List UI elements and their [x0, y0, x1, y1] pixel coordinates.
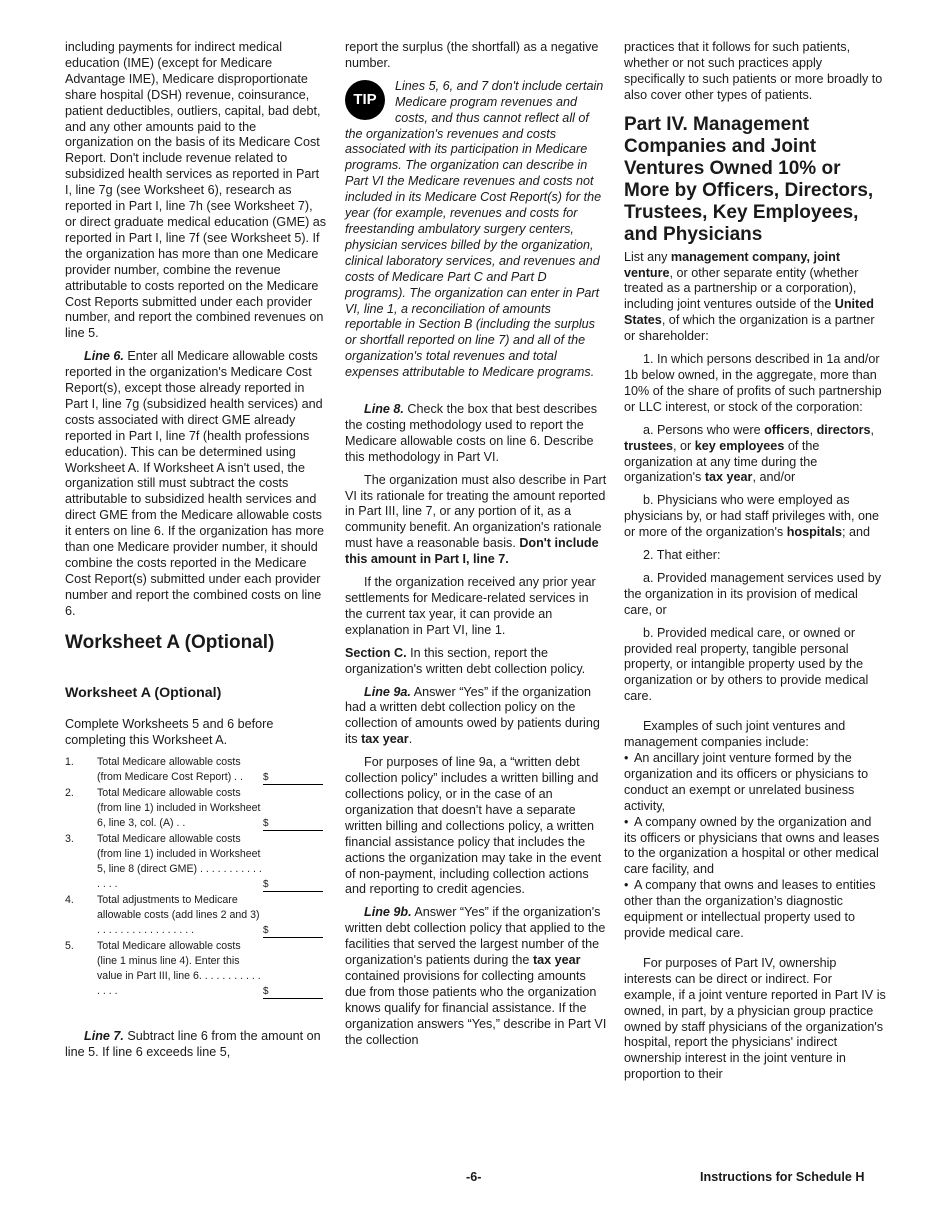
bullet-icon: • — [624, 814, 629, 829]
ownership-paragraph: For purposes of Part IV, ownership interests can be direct or indirect. For example, if a joint venture reported in Part IV is owned, in part, by a physician group practice owned by staff physicians of the organization's hospital, report the physicians' indirect ownership interest in the joint venture in proportion to their — [624, 955, 886, 1082]
worksheet-row — [65, 939, 327, 999]
ws-row-text: Total adjustments to Medicare allowable costs (add lines 2 and 3) . . . . . . . . . . . . . . . . . — [97, 894, 260, 937]
column-2 — [345, 40, 607, 1055]
worksheet-intro: Complete Worksheets 5 and 6 before completing this Worksheet A. — [65, 716, 274, 747]
purposes-paragraph: For purposes of line 9a, a “written debt collection policy” includes a written billing and collections policy, or in the case of an organization that doesn't have a separate written billing and collections policy, a written financial assistance policy that includes the actions the organization may take in the event of non-payment, including collection actions and reporting to credit agencies. — [345, 755, 602, 897]
column-3 — [624, 40, 886, 1090]
ws-row-num: 4. — [65, 894, 74, 907]
item-2a: a. Provided management services used by the organization in its provision of medical care, or — [624, 570, 882, 617]
worksheet-a-heading: Worksheet A (Optional) — [65, 631, 275, 653]
ws-row-num: 1. — [65, 756, 74, 769]
ws-row-text: Total Medicare allowable costs (from Medicare Cost Report) . . — [97, 756, 243, 784]
worksheet-row — [65, 832, 327, 892]
line6-paragraph — [65, 349, 327, 619]
line7-label: Line 7. — [84, 1029, 124, 1044]
list-item-text: A company owned by the organization and its officers or physicians that owns and leases to the organization a hospital or other medical care facility, and — [624, 814, 880, 877]
section-c-paragraph — [345, 646, 607, 678]
worksheet-a-table — [65, 755, 327, 999]
tip-icon: TIP — [345, 80, 385, 120]
line8-paragraph — [345, 402, 607, 466]
examples-intro: Examples of such joint ventures and management companies include: — [624, 719, 846, 750]
list-item — [624, 815, 886, 879]
ws-amount-field[interactable]: $ — [263, 817, 323, 831]
line6-label: Line 6. — [84, 349, 124, 364]
bold-term: United States — [624, 297, 874, 328]
part-iv-heading: Part IV. Management Companies and Joint Ventures Owned 10% or More by Officers, Directors, Trustees, Key Employees, and Physicians — [624, 113, 874, 245]
line7-paragraph — [65, 1029, 327, 1061]
rationale-paragraph — [345, 473, 607, 568]
ws-amount-field[interactable]: $ — [263, 771, 323, 785]
list-item-text: An ancillary joint venture formed by the organization and its officers or physicians to conduct an exempt or unrelated business activity, — [624, 751, 869, 813]
bold-term: key employees — [694, 438, 785, 453]
section-c-label: Section C. — [345, 645, 407, 660]
item-1b — [624, 493, 886, 541]
item-2b: b. Provided medical care, or owned or provided real property, tangible personal property, or intangible property used by the organization or by others to provide medical care. — [624, 625, 869, 704]
bold-term: directors — [816, 422, 871, 437]
line7-text: Subtract line 6 from the amount on line 5. If line 6 exceeds line 5, — [65, 1029, 321, 1060]
bold-term: management company, joint venture — [624, 249, 841, 280]
ws-row-num: 3. — [65, 833, 74, 846]
section-c-text: In this section, report the organization's written debt collection policy. — [345, 645, 586, 676]
bold-term: trustees — [624, 438, 673, 453]
text: , of which the organization is a partner or shareholder: — [624, 313, 875, 344]
document-title: Instructions for Schedule H — [700, 1170, 865, 1184]
text: b. Physicians who were employed as physicians by, or had staff privileges with, one or more of the organization's — [624, 493, 880, 540]
text: List any — [624, 249, 668, 264]
item-1: 1. In which persons described in 1a and/or 1b below owned, in the aggregate, more than 10% of the share of profits of such partnership or LLC interest, or stock of the corporation: — [624, 352, 882, 414]
tax-year-term: tax year — [532, 953, 581, 968]
worksheet-row — [65, 893, 327, 938]
ws-row-num: 5. — [65, 940, 74, 953]
line6-text: Enter all Medicare allowable costs reported in the organization's Medicare Cost Report(s), except those already reported in Part I, line 7g (subsidized health services) and costs associated with direct GME already reported in Part I, line 7f (health professions education). This can be determined using Worksheet A. If Worksheet A isn't used, the organization still must subtract the costs attributable to subsidized health services and direct GME from the Medicare allowable costs it enters on line 6. If the organization has more than one Medicare provider number, it should combine the costs reported in the Medicare Cost Report(s) submitted under each provider number and report the combined costs on line 6. — [65, 349, 325, 618]
prior-year-paragraph: If the organization received any prior year settlements for Medicare-related services in the current tax year, it can provide an explanation in Part VI, line 1. — [345, 575, 596, 637]
ws-row-text: Total Medicare allowable costs (from line 1) included in Worksheet 5, line 8 (direct GME) . . . . . . . . . . . . . . . — [97, 833, 262, 891]
bold-term: hospitals — [786, 525, 843, 540]
rationale-text: The organization must also describe in Part VI its rationale for treating the amount reported in Part III, line 7, or any portion of it, as a community benefit. An organization's rationale must have a reasonable basis. — [345, 472, 607, 551]
list-item-text: A company that owns and leases to entities other than the organization’s diagnostic equipment or intellectual property used to provide medical care. — [624, 878, 876, 940]
part-iv-list-intro — [624, 250, 886, 345]
text: , and/or — [752, 470, 796, 485]
line9a-text: Answer “Yes” if the organization had a written debt collection policy on the collection of amounts owed by patients during its — [345, 684, 600, 747]
line9b-paragraph — [345, 905, 607, 1048]
ws-amount-field[interactable]: $ — [263, 924, 323, 938]
text: ; and — [842, 525, 871, 540]
text: , or — [673, 438, 692, 453]
tip-text: Lines 5, 6, and 7 don't include certain Medicare program revenues and costs, and thus cannot reflect all of the organization's revenues and costs associated with its participation in Medicare programs. The organization can describe in Part VI the Medicare revenues and costs not included in its Medicare Cost Report(s) for the year (for example, revenues and costs for freestanding ambulatory surgery centers, physician services billed by the organization, clinical laboratory services, and revenues and costs of Medicare Part C and Part D programs). The organization can enter in Part VI, line 1, a reconciliation of amounts reportable in Section B (including the surplus or shortfall reported on line 7) and all of the organization's total revenues and total expenses attributable to Medicare programs. — [345, 78, 604, 380]
ws-row-text: Total Medicare allowable costs (from line 1) included in Worksheet 6, line 3, col. (A) . . — [97, 787, 261, 830]
bold-term: tax year — [704, 470, 753, 485]
tax-year-term: tax year — [361, 732, 409, 747]
line9b-text-cont: contained provisions for collecting amounts due from those patients who the organization knows qualify for financial assistance. If the organization answers “Yes,” describe in Part VI the collection — [345, 968, 607, 1047]
ws-row-text: Total Medicare allowable costs (line 1 minus line 4). Enter this value in Part III, line 6. . . . . . . . . . . . . . . — [97, 940, 261, 998]
ws-row-num: 2. — [65, 787, 74, 800]
line9b-text: Answer “Yes” if the organization's written debt collection policy that applied to the facilities that served the largest number of the organization's patients during the — [345, 905, 606, 968]
bullet-icon: • — [624, 878, 629, 893]
text: , or other separate entity (whether treated as a partnership or a corporation), including joint ventures outside of the — [624, 265, 859, 312]
line9a-paragraph: Line 9a. Answer “Yes” if the organization had a written debt collection policy on the collection of amounts owed by patients during its tax year. — [345, 684, 600, 747]
list-item — [624, 751, 886, 815]
line9b-label: Line 9b. — [364, 905, 412, 920]
rationale-bold: Don't include this amount in Part I, line 7. — [345, 536, 599, 567]
line9a-label: Line 9a. — [364, 684, 411, 699]
item-2: 2. That either: — [643, 548, 721, 563]
col2-intro: report the surplus (the shortfall) as a negative number. — [345, 40, 599, 70]
list-item — [624, 878, 886, 942]
line8-label: Line 8. — [364, 402, 404, 417]
tip-box — [345, 79, 607, 381]
col1-intro: including payments for indirect medical education (IME) (except for Medicare Advantage IME), Medicare disproportionate share hospital (DSH) revenue, coinsurance, patient deductibles, outliers, capital, bad debt, and any other amounts paid to the organization on the basis of its Medicare Cost Report. Don't include revenue related to subsidized health services as reported in Part I, line 7g (see Worksheet 6), research as reported in Part I, line 7h (see Worksheet 7), or direct graduate medical education (GME) as reported in Part I, line 7f (see Worksheet 5). If the organization has more than one Medicare provider number, combine the revenue attributable to costs reported on the Medicare Cost Reports submitted under each provider number, and report the combined revenues on line 5. — [65, 40, 327, 341]
worksheet-row — [65, 755, 327, 785]
item-1a: a. Persons who were officers, directors, trustees, or key employees of the organization at any time during the organization's tax year, and/or — [624, 422, 875, 485]
column-1 — [65, 40, 327, 1068]
ws-amount-field[interactable]: $ — [263, 985, 323, 999]
bold-term: officers — [764, 422, 810, 437]
line8-text: Check the box that best describes the costing methodology used to report the Medicare allowable costs on line 6. Describe this methodology in Part VI. — [345, 402, 598, 464]
text: a. Persons who were — [643, 422, 761, 437]
worksheet-a-subheading: Worksheet A (Optional) — [65, 684, 222, 701]
text: of the organization at any time during the organization's — [624, 438, 820, 485]
page-number: -6- — [466, 1170, 482, 1184]
bullet-icon: • — [624, 751, 629, 765]
worksheet-row — [65, 786, 327, 831]
ws-amount-field[interactable]: $ — [263, 878, 323, 892]
col3-intro: practices that it follows for such patients, whether or not such practices apply specifically to such patients or more broadly to also cover other types of patients. — [624, 40, 883, 102]
